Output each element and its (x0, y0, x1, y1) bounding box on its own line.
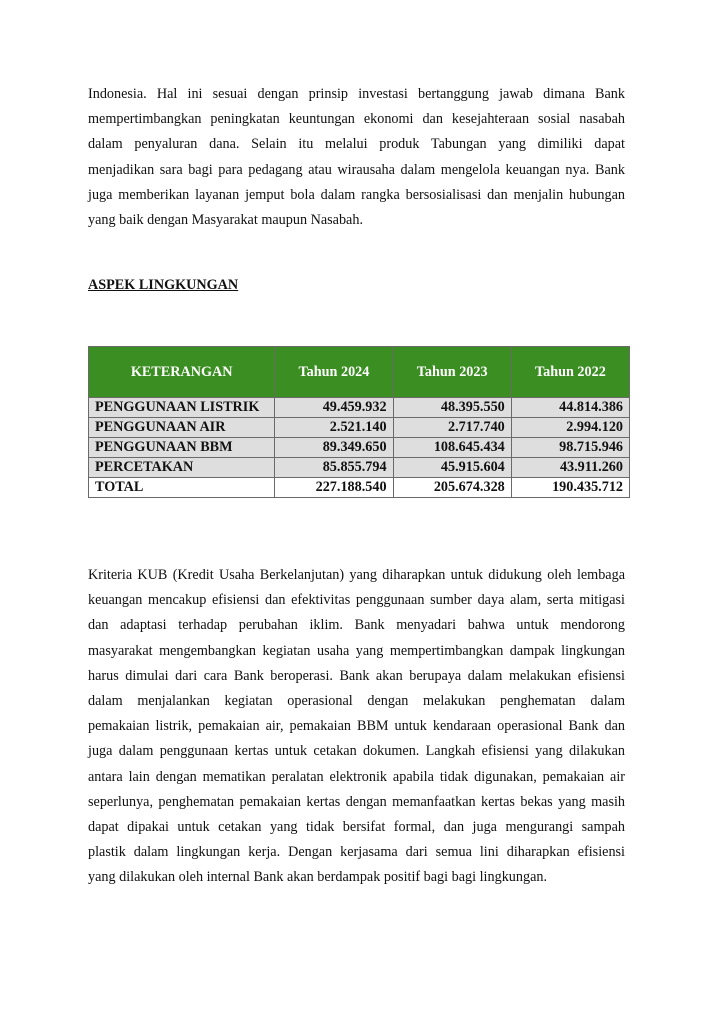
kub-paragraph (88, 563, 625, 891)
table-header-row (89, 347, 630, 398)
row-value: 85.855.794 (275, 458, 393, 478)
header-keterangan: KETERANGAN (89, 347, 275, 398)
table-row (89, 418, 630, 438)
paragraph-line: juga memberikan layanan jemput bola dalam rangka bersosialisasi dan menjalin hubungan (88, 186, 625, 203)
paragraph-line: Indonesia. Hal ini sesuai dengan prinsip investasi bertanggung jawab dimana Bank (88, 86, 625, 102)
paragraph-line: antara lain dengan mematikan peralatan elektronik apabila tidak digunakan, pemakaian air (88, 768, 625, 785)
paragraph-line: plastik dalam lingkungan kerja. Dengan kerjasama dari semua lini diharapkan efisiensi (88, 844, 625, 861)
row-value: 2.994.120 (511, 418, 629, 438)
paragraph-line: yang baik dengan Masyarakat maupun Nasabah. (88, 212, 363, 229)
table-total-row (89, 478, 630, 498)
paragraph-line: keuangan mencakup efisiensi dan efektivitas penggunaan sumber daya alam, serta mitigasi (88, 592, 625, 609)
total-value: 190.435.712 (511, 478, 629, 498)
section-heading: ASPEK LINGKUNGAN (88, 277, 239, 293)
row-value: 98.715.946 (511, 438, 629, 458)
paragraph-line: dapat dipakai untuk cetakan yang tidak bersifat formal, dan juga mengurangi sampah (88, 819, 625, 836)
row-value: 2.717.740 (393, 418, 511, 438)
paragraph-line: harus dimulai dari cara Bank beroperasi. Bank akan berupaya dalam melakukan efisiensi (88, 667, 625, 684)
total-value: 227.188.540 (275, 478, 393, 498)
header-year-2022: Tahun 2022 (511, 347, 629, 398)
paragraph-line: Kriteria KUB (Kredit Usaha Berkelanjutan) yang diharapkan untuk didukung oleh lembaga (88, 567, 625, 583)
total-label: TOTAL (89, 478, 275, 498)
paragraph-line: masyarakat mengembangkan kegiatan usaha yang mempertimbangkan dampak lingkungan (88, 642, 625, 659)
row-value: 2.521.140 (275, 418, 393, 438)
row-label: PENGGUNAAN LISTRIK (89, 398, 275, 418)
total-value: 205.674.328 (393, 478, 511, 498)
row-value: 43.911.260 (511, 458, 629, 478)
table-row (89, 438, 630, 458)
paragraph-line: dalam menjalankan kegiatan operasional dengan melakukan penghematan dalam (88, 693, 625, 710)
paragraph-line: mempertimbangkan peningkatan keuntungan ekonomi dan kesejahteraan sosial nasabah (88, 111, 625, 128)
row-value: 89.349.650 (275, 438, 393, 458)
paragraph-line: dalam penyaluran dana. Selain itu melalui produk Tabungan yang dimiliki dapat (88, 136, 625, 153)
header-year-2023: Tahun 2023 (393, 347, 511, 398)
row-label: PENGGUNAAN BBM (89, 438, 275, 458)
table-row (89, 398, 630, 418)
paragraph-line: juga dalam penggunaan kertas untuk cetakan dokumen. Langkah efisiensi yang dilakukan (88, 743, 625, 760)
row-value: 48.395.550 (393, 398, 511, 418)
row-label: PERCETAKAN (89, 458, 275, 478)
row-value: 45.915.604 (393, 458, 511, 478)
row-value: 49.459.932 (275, 398, 393, 418)
row-value: 44.814.386 (511, 398, 629, 418)
table-row (89, 458, 630, 478)
paragraph-line: menjadikan sara bagi para pedagang atau wirausaha dalam mengelola keuangan nya. Bank (88, 161, 625, 178)
paragraph-line: seperlunya, penghematan pemakaian kertas dengan memanfaatkan kertas bekas yang masih (88, 793, 625, 810)
paragraph-line: pemakaian listrik, pemakaian air, pemakaian BBM untuk kendaraan operasional Bank dan (88, 718, 625, 735)
environment-table (88, 346, 630, 498)
row-value: 108.645.434 (393, 438, 511, 458)
row-label: PENGGUNAAN AIR (89, 418, 275, 438)
intro-paragraph (88, 82, 625, 233)
paragraph-line: yang dilakukan oleh internal Bank akan berdampak positif bagi bagi lingkungan. (88, 869, 548, 886)
header-year-2024: Tahun 2024 (275, 347, 393, 398)
paragraph-line: dan adaptasi terhadap perubahan iklim. Bank menyadari bahwa untuk mendorong (88, 617, 625, 634)
